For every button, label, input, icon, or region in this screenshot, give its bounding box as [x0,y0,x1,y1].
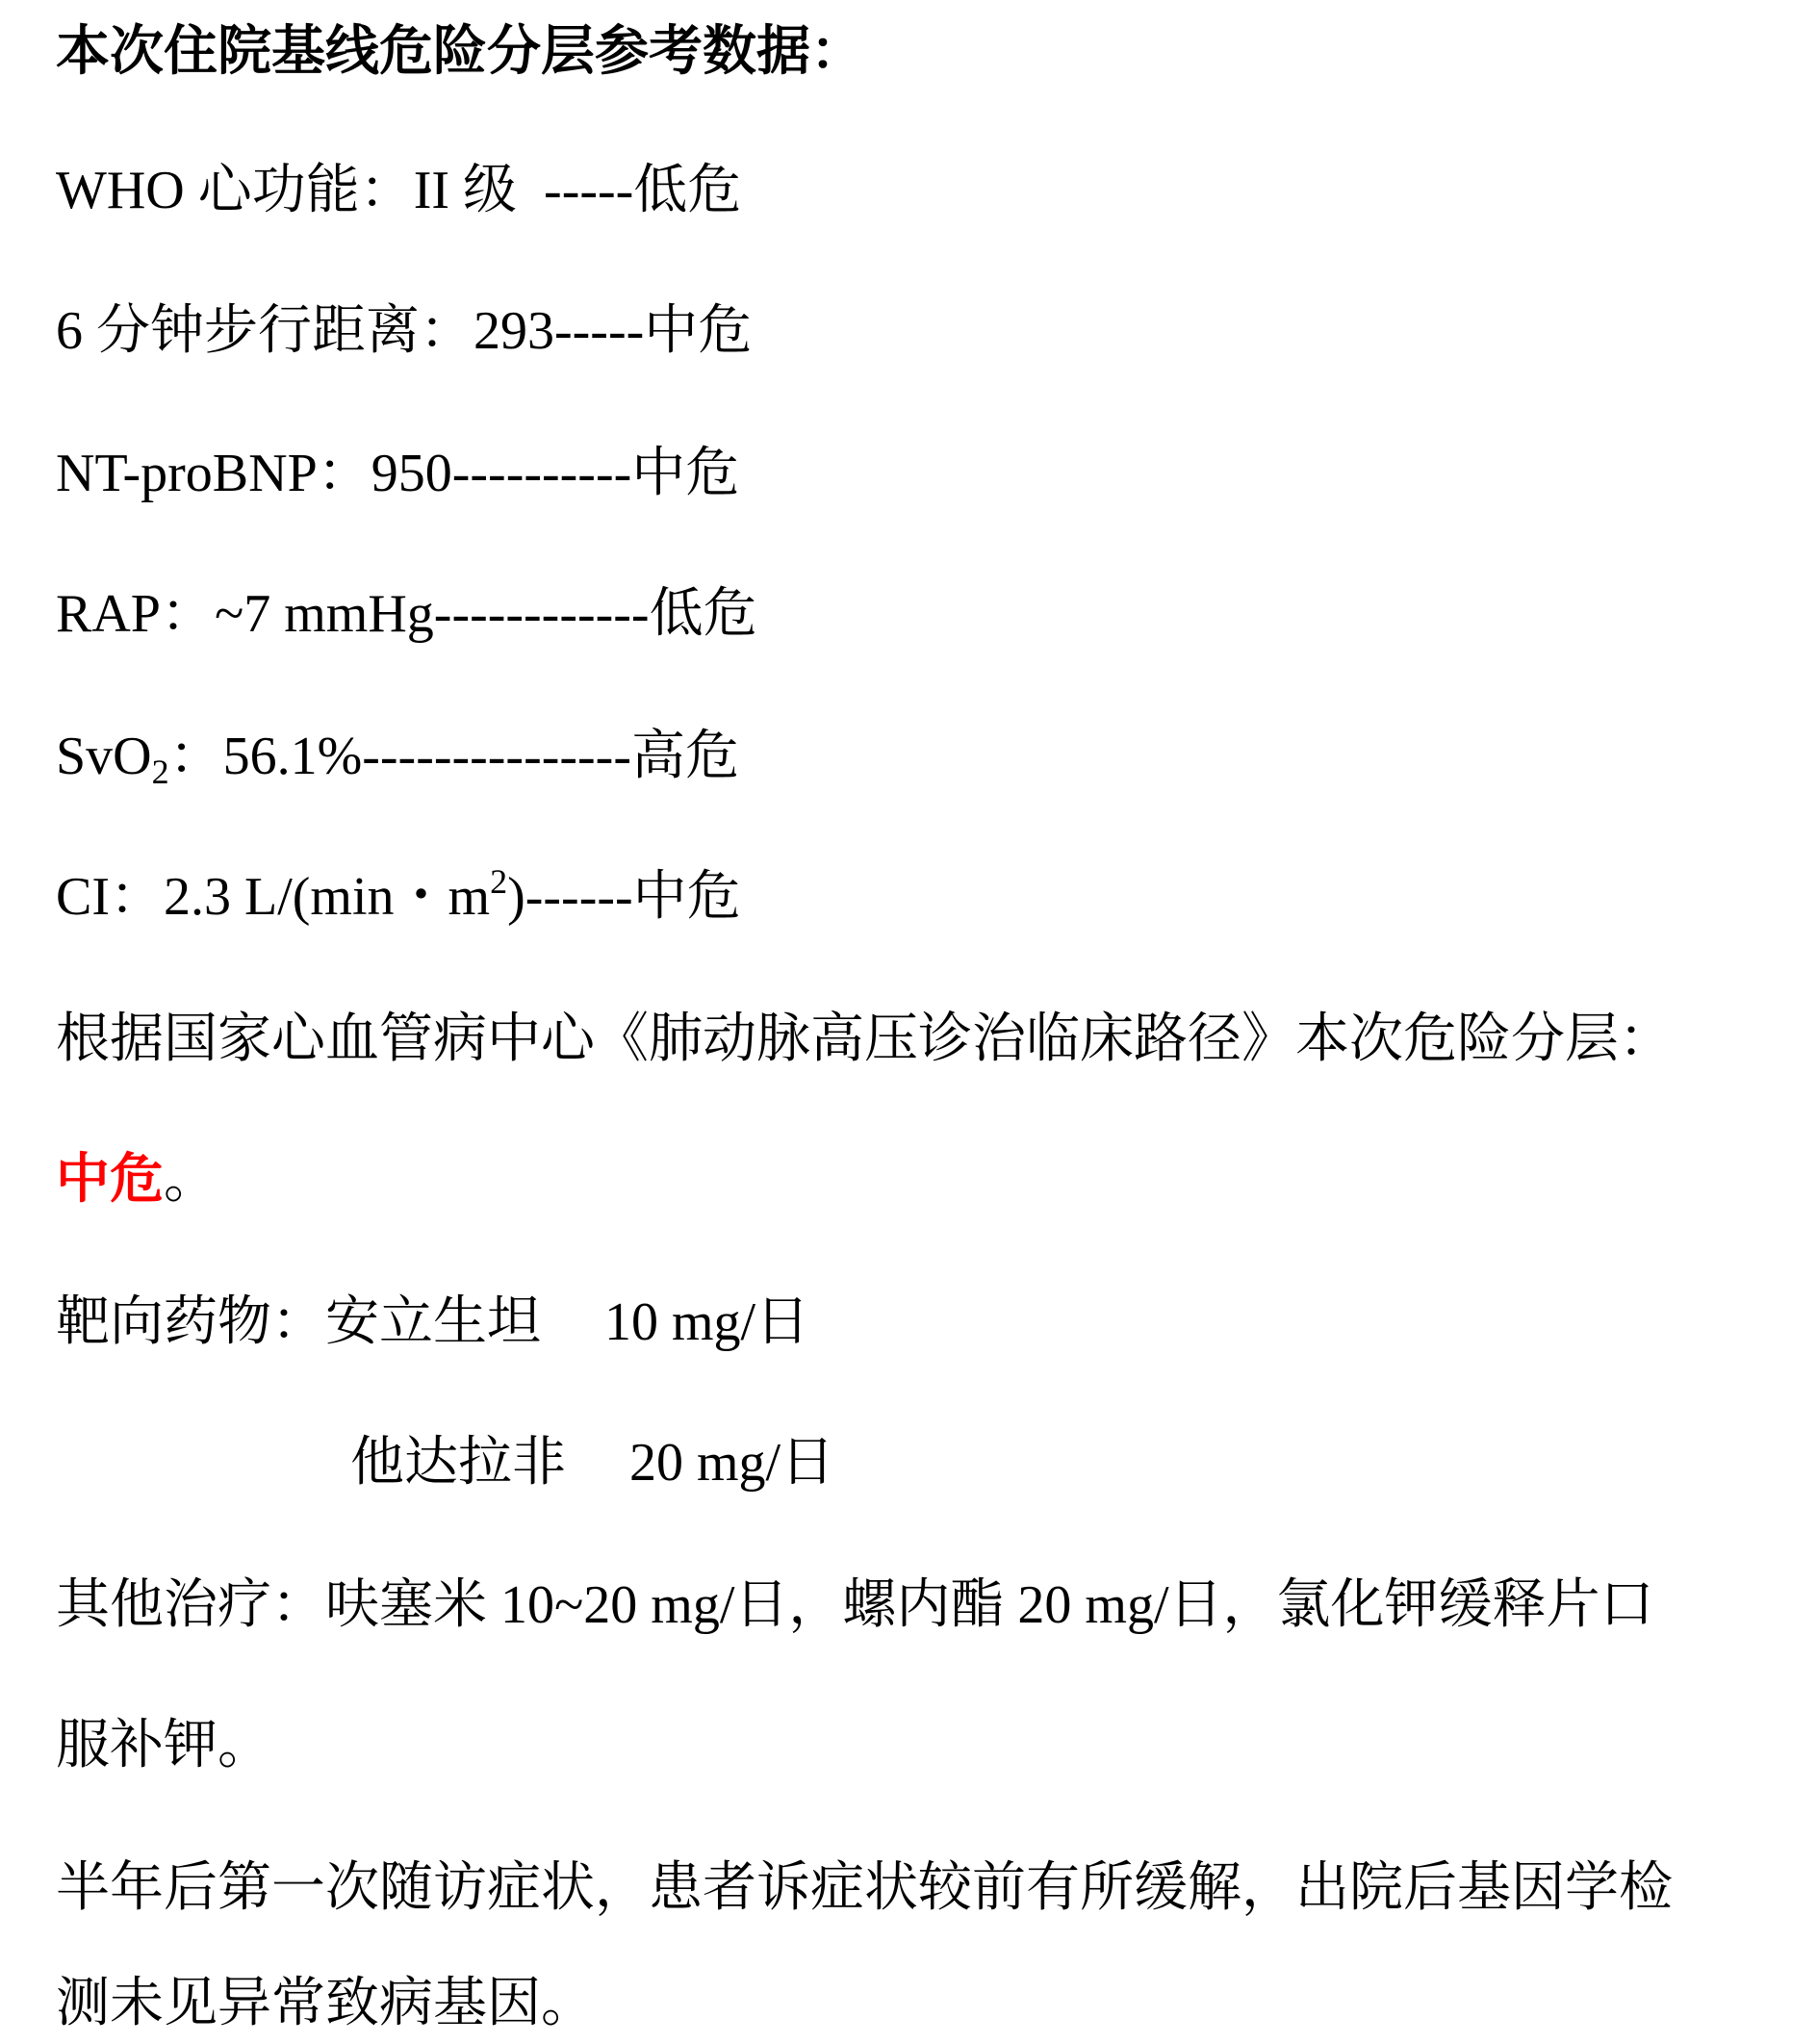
risk-period: 。 [164,1150,218,1210]
svo2-value: ：56.1%---------------高危 [168,727,739,786]
conclusion-line: 根据国家心血管病中心《肺动脉高压诊治临床路径》本次危险分层： [56,1009,1673,1069]
risk-result-row [56,1141,218,1218]
walk-value: 293-----中危 [473,301,753,361]
who-label: WHO 心功能： [56,161,414,220]
other-treatment-line-1: 其他治疗：呋塞米 10~20 mg/日，螺内酯 20 mg/日，氯化钾缓释片口 [56,1575,1654,1635]
follow-up-line-2: 测未见异常致病基因。 [56,1974,595,2033]
follow-up-line-1: 半年后第一次随访症状，患者诉症状较前有所缓解，出院后基因学检 [56,1858,1673,1918]
bnp-value: 950----------中危 [371,444,740,503]
targeted-drug-row-2 [350,1424,834,1501]
other-treatment-line-2: 服补钾。 [56,1716,271,1776]
rap-value: ~7 mmHg------------低危 [214,584,757,644]
drug2-dose: 20 mg/日 [629,1433,835,1493]
who-function-row [56,152,741,229]
six-minute-walk-row [56,293,752,370]
drug2-name: 他达拉非 [350,1433,566,1493]
svo2-prefix: SvO [56,727,152,786]
risk-level: 中危 [56,1150,164,1210]
heading: 本次住院基线危险分层参考数据： [56,22,864,82]
bnp-label: NT-proBNP： [56,444,371,503]
ci-value: )------中危 [507,867,741,927]
rap-row [56,575,757,652]
ci-prefix: CI：2.3 L/(min・m [56,867,491,927]
svo2-row [56,718,739,795]
ci-superscript: 2 [490,862,508,901]
drug1-dose: 10 mg/日 [604,1292,810,1352]
ci-row [56,858,741,935]
who-value: II 级 -----低危 [413,161,742,220]
targeted-drugs-label: 靶向药物： [56,1292,325,1352]
targeted-drug-row-1 [56,1284,809,1361]
rap-label: RAP： [56,584,215,644]
svo2-subscript: 2 [151,753,169,791]
nt-probnp-row [56,435,739,512]
drug1-name: 安立生坦 [325,1292,541,1352]
walk-label: 6 分钟步行距离： [56,301,473,361]
